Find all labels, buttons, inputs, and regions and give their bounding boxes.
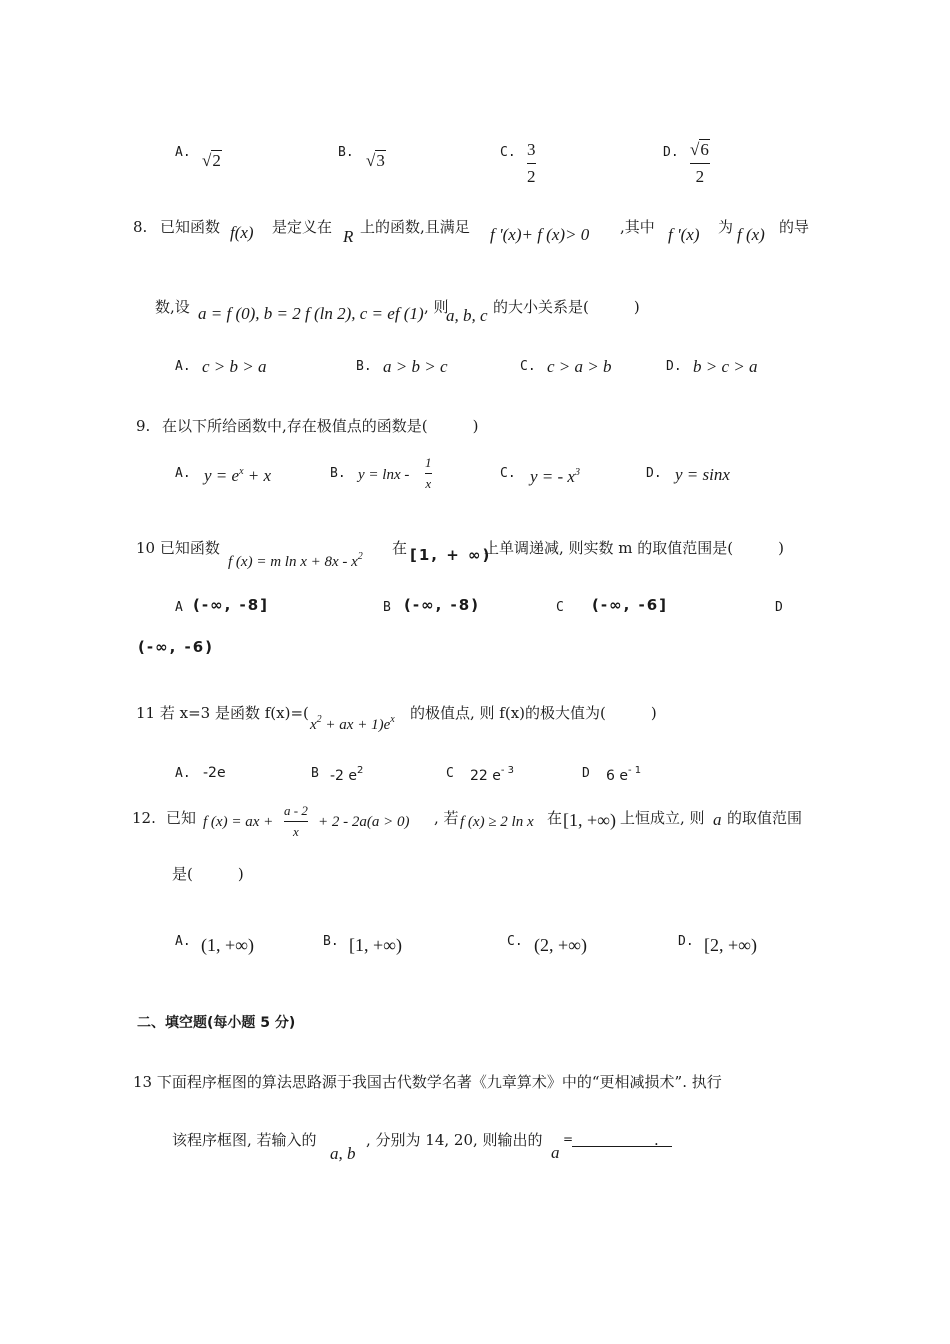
q11-text-1: 11 若 x=3 是函数 f(x)=( <box>136 704 309 722</box>
q10-option-a-value: (-∞, -8] <box>193 596 270 614</box>
q8-text-1: 已知函数 <box>160 218 221 236</box>
q8-fx-2: f (x) <box>737 225 765 244</box>
q8-option-b-value: a > b > c <box>383 357 448 376</box>
q10-option-b-label: B <box>383 600 391 615</box>
q11-option-b-label: B <box>311 766 319 781</box>
q8-text-4: ,其中 <box>620 218 655 236</box>
q10-text-1: 10 已知函数 <box>136 539 220 557</box>
q8-number: 8. <box>133 218 148 236</box>
q12-text-4: 上恒成立, 则 <box>620 809 705 827</box>
q10-option-d-value: (-∞, -6) <box>138 638 215 656</box>
q8-option-a-label: A. <box>175 359 191 374</box>
q7-option-b-label: B. <box>338 145 354 160</box>
q8-text-2: 是定义在 <box>272 218 333 236</box>
q11-option-b-value: -2 $e^2$ <box>330 765 364 784</box>
q11-option-d-value: 6 $e^{- 1}$ <box>606 765 642 784</box>
q13-text-3: , 分别为 14, 20, 则输出的 <box>366 1131 543 1149</box>
q9-option-b-fraction <box>425 455 432 492</box>
q10-text-3: 上单调递减, 则实数 m 的取值范围是( ) <box>484 539 785 557</box>
q11-option-c-label: C <box>446 766 454 781</box>
q7-option-d-label: D. <box>663 145 679 160</box>
q12-option-c-value: (2, +∞) <box>534 935 587 955</box>
q7-option-c-label: C. <box>500 145 516 160</box>
q12-option-d-value: [2, +∞) <box>704 935 757 955</box>
q8-option-d-value: b > c > a <box>693 357 758 376</box>
q8-text-8: , 则 <box>424 298 449 316</box>
q13-ab: a, b <box>330 1144 356 1163</box>
q7-option-d-numerator: √6 <box>690 140 709 159</box>
q12-text-3: 在 <box>547 809 563 827</box>
q7-option-d-denominator: 2 <box>695 167 705 186</box>
q12-fraction <box>284 803 308 840</box>
q12-text-1: 已知 <box>166 809 197 827</box>
q10-option-b-value: (-∞, -8) <box>404 596 481 614</box>
q8-text-5: 为 <box>718 218 734 236</box>
q7-option-a-value: √2 <box>202 151 221 170</box>
q12-expression-1: f (x) = ax + <box>203 814 274 830</box>
q12-interval: [1, +∞) <box>563 810 616 830</box>
section-2-heading: 二、填空题(每小题 5 分) <box>137 1015 296 1031</box>
q7-option-c-denominator: 2 <box>527 167 536 186</box>
q8-fx: f(x) <box>230 223 254 242</box>
q8-fprime: f '(x) <box>668 225 700 244</box>
q10-option-d-label: D <box>775 600 783 615</box>
q8-option-a-value: c > b > a <box>202 357 267 376</box>
q12-expression-2: + 2 - 2a(a > 0) <box>318 814 410 830</box>
q8-option-c-value: c > a > b <box>547 357 612 376</box>
q7-option-c-numerator: 3 <box>527 140 536 159</box>
q8-text-7: 数,设 <box>155 298 190 316</box>
q11-text-2: 的极值点, 则 f(x)的极大值为( ) <box>410 704 657 722</box>
q7-option-c-fraction <box>527 140 536 187</box>
q12-fraction-numerator: a - 2 <box>284 803 308 818</box>
q12-a-var: a <box>713 810 722 829</box>
q12-text-2: , 若 <box>434 809 459 827</box>
q13-end: . <box>654 1131 659 1149</box>
q9-text: 在以下所给函数中,存在极值点的函数是( ) <box>162 417 479 435</box>
q8-abc: a, b, c <box>446 306 488 325</box>
q13-equals: = <box>563 1132 574 1146</box>
q8-definitions: a = f (0), b = 2 f (ln 2), c = ef (1) <box>198 304 424 323</box>
q10-interval: [1, + ∞) <box>410 546 492 564</box>
q9-option-a-label: A. <box>175 466 191 481</box>
q9-option-b-value: y = lnx - <box>358 467 410 483</box>
q12-text-6: 是( ) <box>172 865 244 883</box>
q12-number: 12. <box>132 809 156 827</box>
q11-option-d-label: D <box>582 766 590 781</box>
q9-option-b-label: B. <box>330 466 346 481</box>
q7-option-a-label: A. <box>175 145 191 160</box>
q8-condition: f '(x)+ f (x)> 0 <box>490 225 590 244</box>
q8-text-3: 上的函数,且满足 <box>360 218 470 236</box>
q8-text-6: 的导 <box>779 218 810 236</box>
q10-function: f (x) = m $\ln x + 8x - x^2$ <box>228 551 363 570</box>
q13-a-var: a <box>551 1143 560 1162</box>
q9-option-b-numerator: 1 <box>425 455 432 470</box>
q8-option-c-label: C. <box>520 359 536 374</box>
q9-option-d-value: y = sinx <box>675 465 730 484</box>
q10-text-2: 在 <box>392 539 408 557</box>
q9-option-c-label: C. <box>500 466 516 481</box>
q8-option-b-label: B. <box>356 359 372 374</box>
q9-option-b-denominator: x <box>425 476 432 491</box>
q12-inequality: f (x) ≥ 2 ln x <box>460 814 534 830</box>
q10-option-a-label: A <box>175 600 183 615</box>
q13-text-2: 该程序框图, 若输入的 <box>172 1131 317 1149</box>
q12-option-d-label: D. <box>678 934 694 949</box>
q12-text-5: 的取值范围 <box>727 809 803 827</box>
q10-option-c-value: (-∞, -6] <box>592 596 669 614</box>
q12-option-b-label: B. <box>323 934 339 949</box>
q12-option-b-value: [1, +∞) <box>349 935 402 955</box>
q11-expression: $x^2$ + ax + $1)e^x$ <box>310 714 395 733</box>
q13-text-1: 13 下面程序框图的算法思路源于我国古代数学名著《九章算术》中的“更相减损术”. 执行 <box>133 1073 722 1091</box>
q12-option-a-value: (1, +∞) <box>201 935 254 955</box>
q8-R: R <box>343 227 354 246</box>
q7-option-b-value: √3 <box>366 151 385 170</box>
q9-option-a-value: $y = e^x + x$ <box>204 466 272 485</box>
q8-text-9: 的大小关系是( ) <box>493 298 640 316</box>
q12-option-a-label: A. <box>175 934 191 949</box>
q7-option-d-fraction <box>690 140 710 187</box>
q9-number: 9. <box>136 417 151 435</box>
q11-option-a-value: -2e <box>203 765 226 781</box>
q10-option-c-label: C <box>556 600 564 615</box>
q9-option-c-value: y = - $x^3$ <box>530 467 580 486</box>
q11-option-c-value: 22 $e^{- 3}$ <box>470 765 515 784</box>
q8-option-d-label: D. <box>666 359 682 374</box>
q9-option-d-label: D. <box>646 466 662 481</box>
q12-option-c-label: C. <box>507 934 523 949</box>
q12-fraction-denominator: x <box>293 824 299 839</box>
q11-option-a-label: A. <box>175 766 191 781</box>
